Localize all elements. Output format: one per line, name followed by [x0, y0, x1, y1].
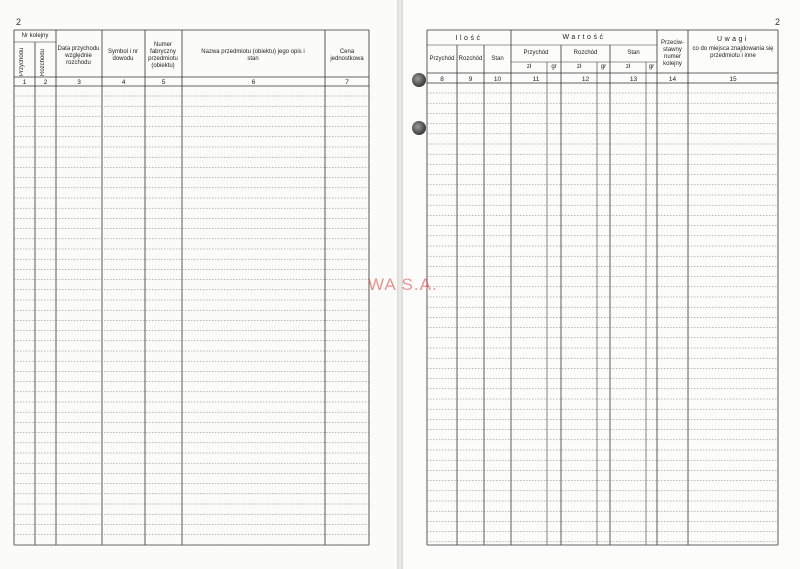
header-uwagi: Uwagi [717, 35, 749, 43]
left-page [0, 0, 397, 569]
right-page [403, 0, 800, 569]
header-przychodu: Przychodu [19, 47, 25, 76]
watermark: WA S.A. [368, 275, 438, 294]
header-nr-kolejny: Nr kolejny [21, 32, 49, 39]
header-wartosc-stan: Stan [627, 49, 640, 56]
left-page-number: 2 [16, 17, 22, 27]
header-rozchod-zl: zł [576, 64, 582, 70]
col-num-10: 10 [493, 76, 502, 83]
header-symbol: Symbol i nr dowodu [107, 49, 138, 62]
col-num-3: 3 [77, 79, 81, 86]
header-przeciwstawny: Przeciw-stawny numer kolejny [660, 40, 684, 67]
header-numer-fabryczny: Numer fabryczny przedmiotu (obiektu) [148, 42, 178, 69]
header-rozchodu: Rozchodu [40, 48, 46, 76]
col-num-8: 8 [440, 76, 444, 83]
col-num-4: 4 [121, 79, 126, 86]
header-ilosc-rozchod: Rozchód [458, 55, 483, 62]
header-stan-gr: gr [648, 64, 655, 70]
header-rozchod-gr: gr [600, 64, 607, 70]
col-num-11: 11 [532, 76, 540, 83]
col-num-1: 1 [22, 79, 27, 86]
header-stan-zl: zł [625, 64, 631, 70]
col-num-9: 9 [468, 76, 473, 83]
right-page-number: 2 [775, 17, 781, 27]
col-num-13: 13 [629, 76, 638, 83]
col-num-15: 15 [729, 76, 737, 83]
header-przychod-gr: gr [551, 64, 557, 70]
binder-hole-top [412, 73, 426, 87]
header-ilosc: Ilość [455, 34, 483, 42]
col-num-6: 6 [251, 79, 256, 86]
col-num-12: 12 [581, 76, 590, 83]
right-table-grid [403, 0, 800, 569]
header-przychod-zl: zł [526, 64, 532, 70]
header-uwagi-sub: co do miejsca znajdowania się przedmiotu i inne [692, 46, 774, 59]
header-data: Data przychodu względnie rozchodu [57, 45, 100, 66]
col-num-7: 7 [345, 79, 349, 86]
header-cena: Cena jednostkowa [330, 49, 364, 62]
header-ilosc-stan: Stan [491, 55, 504, 62]
header-wartosc: Wartość [562, 33, 606, 41]
binder-hole-bottom [412, 121, 426, 135]
header-nazwa: Nazwa przedmiotu (obiektu) jego opis i stan [201, 49, 305, 62]
header-ilosc-przychod: Przychód [429, 55, 455, 62]
header-wartosc-przychod: Przychód [523, 49, 549, 56]
col-num-2: 2 [43, 79, 48, 86]
col-num-5: 5 [161, 79, 166, 86]
col-num-14: 14 [668, 76, 677, 83]
header-wartosc-rozchod: Rozchód [573, 49, 598, 56]
